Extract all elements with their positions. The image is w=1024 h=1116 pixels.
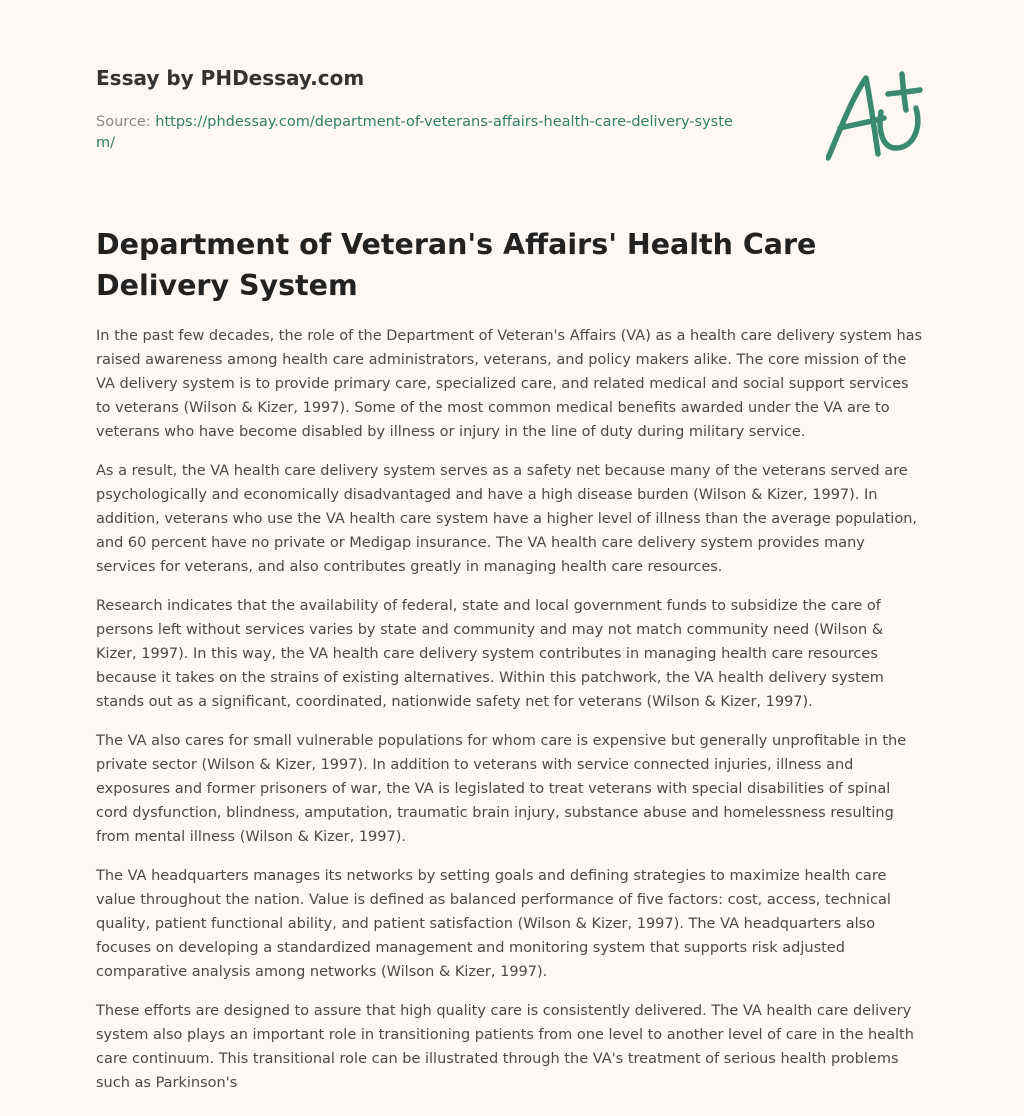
essay-paragraph: These efforts are designed to assure that high quality care is consistently delivered. The VA health care delivery system also plays an important role in transitioning patients from one level to another level of care in the health care continuum. This transitional role can be illustrated through the VA's treatment of serious health problems such as Parkinson's (96, 1003, 914, 1091)
essay-paragraph: The VA headquarters manages its networks by setting goals and defining strategies to maximize health care value throughout the nation. Value is defined as balanced performance of five factors: cost, access, technical quality, patient functional ability, and patient satisfaction (Wilson & Kizer, 1997). The VA headquarters also focuses on developing a standardized management and monitoring system that supports risk adjusted comparative analysis among networks (Wilson & Kizer, 1997). (96, 868, 891, 980)
essay-paragraph: In the past few decades, the role of the Department of Veteran's Affairs (VA) as a health care delivery system has raised awareness among health care administrators, veterans, and policy makers alike. The core mission of the VA delivery system is to provide primary care, specialized care, and related medical and social support services to veterans (Wilson & Kizer, 1997). Some of the most common medical benefits awarded under the VA are to veterans who have become disabled by illness or injury in the line of duty during military service. (96, 328, 923, 440)
essay-paragraph: As a result, the VA health care delivery system serves as a safety net because many of the veterans served are psychologically and economically disadvantaged and have a high disease burden (Wilson & Kizer, 1997). In addition, veterans who use the VA health care system have a higher level of illness than the average population, and 60 percent have no private or Medigap insurance. The VA health care delivery system provides many services for veterans, and also contributes greatly in managing health care resources. (96, 463, 917, 575)
source-link[interactable]: https://phdessay.com/department-of-veterans-affairs-health-care-delivery-system/ (96, 114, 733, 151)
source-label: Source: (96, 114, 151, 130)
source-line (96, 112, 736, 154)
a-plus-logo-icon (826, 68, 926, 164)
essay-title: Department of Veteran's Affairs' Health Care Delivery System (96, 228, 817, 302)
essay-paragraph: The VA also cares for small vulnerable populations for whom care is expensive but generally unprofitable in the private sector (Wilson & Kizer, 1997). In addition to veterans with service connected injuries, illness and exposures and former prisoners of war, the VA is legislated to treat veterans with special disabilities of spinal cord dysfunction, blindness, amputation, traumatic brain injury, substance abuse and homelessness resulting from mental illness (Wilson & Kizer, 1997). (96, 733, 907, 845)
site-title: Essay by PHDessay.com (96, 66, 365, 90)
essay-body (96, 324, 926, 1110)
essay-paragraph: Research indicates that the availability of federal, state and local government funds to subsidize the care of persons left without services varies by state and community and may not match community need (Wilson & Kizer, 1997). In this way, the VA health care delivery system contributes in managing health care resources because it takes on the strains of existing alternatives. Within this patchwork, the VA health delivery system stands out as a significant, coordinated, nationwide safety net for veterans (Wilson & Kizer, 1997). (96, 598, 884, 710)
